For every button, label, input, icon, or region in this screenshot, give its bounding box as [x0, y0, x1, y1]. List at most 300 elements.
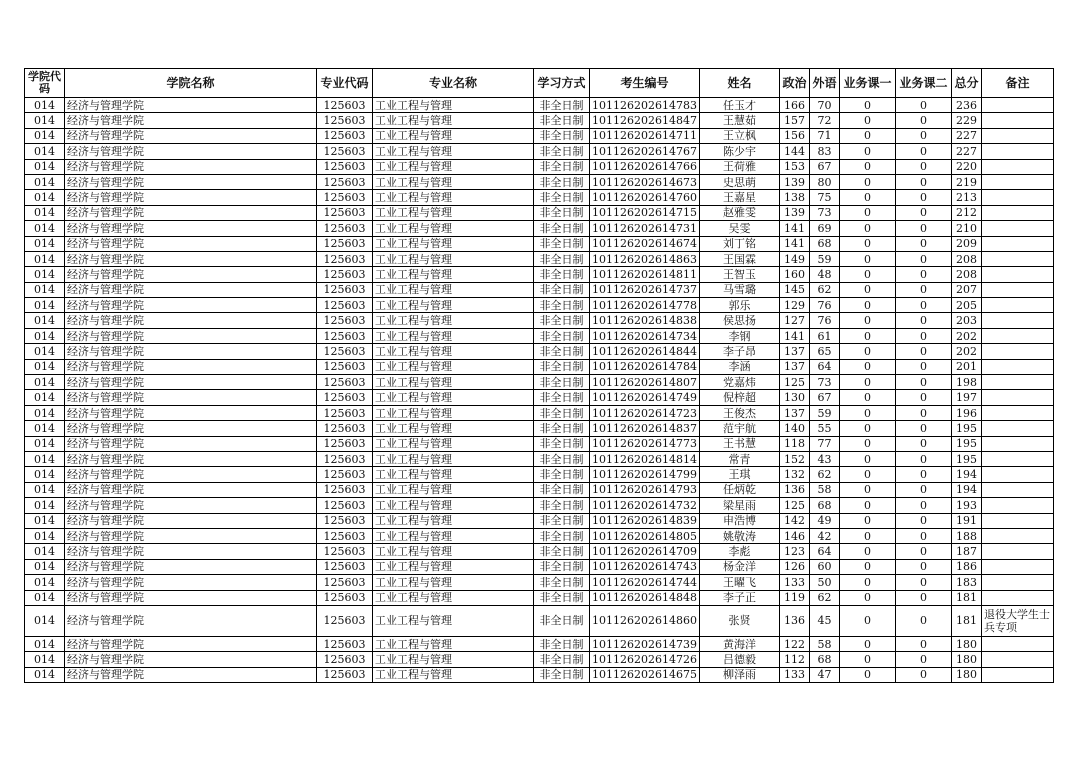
cell-major-name: 工业工程与管理	[373, 390, 534, 405]
cell-subject-two: 0	[895, 513, 951, 528]
cell-study-mode: 非全日制	[534, 359, 590, 374]
cell-college-name: 经济与管理学院	[65, 652, 317, 667]
cell-subject-two: 0	[895, 174, 951, 189]
cell-subject-two: 0	[895, 236, 951, 251]
cell-college-name: 经济与管理学院	[65, 605, 317, 636]
col-header-foreign-language: 外语	[809, 69, 839, 98]
cell-major-name: 工业工程与管理	[373, 421, 534, 436]
cell-total: 180	[951, 667, 981, 682]
cell-remarks	[981, 359, 1053, 374]
cell-major-code: 125603	[317, 605, 373, 636]
cell-candidate-id: 101126202614744	[590, 575, 700, 590]
cell-college-code: 014	[25, 590, 65, 605]
cell-politics: 127	[779, 313, 809, 328]
cell-college-code: 014	[25, 98, 65, 113]
cell-remarks	[981, 113, 1053, 128]
table-row	[25, 528, 1054, 543]
cell-college-code: 014	[25, 344, 65, 359]
cell-subject-two: 0	[895, 528, 951, 543]
cell-politics: 142	[779, 513, 809, 528]
cell-college-code: 014	[25, 190, 65, 205]
table-row	[25, 144, 1054, 159]
cell-candidate-id: 101126202614811	[590, 267, 700, 282]
cell-subject-one: 0	[839, 390, 895, 405]
cell-total: 180	[951, 652, 981, 667]
cell-total: 219	[951, 174, 981, 189]
cell-candidate-id: 101126202614807	[590, 375, 700, 390]
cell-total: 201	[951, 359, 981, 374]
cell-remarks	[981, 174, 1053, 189]
cell-politics: 136	[779, 605, 809, 636]
cell-name: 梁星雨	[699, 498, 779, 513]
cell-college-name: 经济与管理学院	[65, 467, 317, 482]
cell-politics: 122	[779, 636, 809, 651]
cell-remarks	[981, 482, 1053, 497]
cell-remarks	[981, 144, 1053, 159]
cell-foreign-language: 68	[809, 498, 839, 513]
cell-college-code: 014	[25, 667, 65, 682]
cell-subject-one: 0	[839, 251, 895, 266]
cell-foreign-language: 45	[809, 605, 839, 636]
cell-subject-two: 0	[895, 605, 951, 636]
table-row	[25, 513, 1054, 528]
cell-subject-two: 0	[895, 652, 951, 667]
cell-politics: 137	[779, 405, 809, 420]
cell-candidate-id: 101126202614709	[590, 544, 700, 559]
cell-college-code: 014	[25, 128, 65, 143]
cell-college-code: 014	[25, 144, 65, 159]
cell-foreign-language: 62	[809, 590, 839, 605]
cell-study-mode: 非全日制	[534, 236, 590, 251]
cell-total: 198	[951, 375, 981, 390]
cell-candidate-id: 101126202614767	[590, 144, 700, 159]
cell-college-name: 经济与管理学院	[65, 313, 317, 328]
cell-name: 倪梓超	[699, 390, 779, 405]
table-row	[25, 221, 1054, 236]
cell-subject-one: 0	[839, 221, 895, 236]
cell-major-code: 125603	[317, 451, 373, 466]
col-header-candidate-id: 考生编号	[590, 69, 700, 98]
cell-study-mode: 非全日制	[534, 267, 590, 282]
cell-name: 李钢	[699, 328, 779, 343]
cell-college-code: 014	[25, 451, 65, 466]
cell-candidate-id: 101126202614773	[590, 436, 700, 451]
cell-college-name: 经济与管理学院	[65, 375, 317, 390]
cell-college-name: 经济与管理学院	[65, 559, 317, 574]
table-row	[25, 282, 1054, 297]
cell-subject-two: 0	[895, 575, 951, 590]
cell-subject-one: 0	[839, 590, 895, 605]
cell-major-code: 125603	[317, 498, 373, 513]
cell-remarks	[981, 282, 1053, 297]
cell-subject-two: 0	[895, 113, 951, 128]
cell-subject-two: 0	[895, 405, 951, 420]
cell-politics: 145	[779, 282, 809, 297]
table-row	[25, 375, 1054, 390]
admission-score-table	[24, 68, 1054, 683]
cell-college-name: 经济与管理学院	[65, 544, 317, 559]
cell-foreign-language: 59	[809, 405, 839, 420]
cell-major-name: 工业工程与管理	[373, 205, 534, 220]
cell-total: 227	[951, 128, 981, 143]
cell-college-name: 经济与管理学院	[65, 190, 317, 205]
cell-college-name: 经济与管理学院	[65, 451, 317, 466]
cell-subject-two: 0	[895, 390, 951, 405]
cell-remarks	[981, 344, 1053, 359]
col-header-study-mode: 学习方式	[534, 69, 590, 98]
cell-study-mode: 非全日制	[534, 421, 590, 436]
cell-total: 193	[951, 498, 981, 513]
cell-major-code: 125603	[317, 467, 373, 482]
cell-total: 180	[951, 636, 981, 651]
table-row	[25, 344, 1054, 359]
cell-major-code: 125603	[317, 98, 373, 113]
cell-candidate-id: 101126202614837	[590, 421, 700, 436]
cell-foreign-language: 68	[809, 236, 839, 251]
cell-name: 郭乐	[699, 298, 779, 313]
cell-study-mode: 非全日制	[534, 451, 590, 466]
cell-major-code: 125603	[317, 482, 373, 497]
cell-study-mode: 非全日制	[534, 282, 590, 297]
cell-politics: 123	[779, 544, 809, 559]
cell-major-name: 工业工程与管理	[373, 159, 534, 174]
cell-major-name: 工业工程与管理	[373, 298, 534, 313]
cell-name: 任炳乾	[699, 482, 779, 497]
cell-major-code: 125603	[317, 390, 373, 405]
table-row	[25, 251, 1054, 266]
cell-politics: 160	[779, 267, 809, 282]
cell-major-name: 工业工程与管理	[373, 221, 534, 236]
cell-subject-two: 0	[895, 436, 951, 451]
cell-name: 王立枫	[699, 128, 779, 143]
cell-college-name: 经济与管理学院	[65, 436, 317, 451]
cell-subject-one: 0	[839, 575, 895, 590]
col-header-politics: 政治	[779, 69, 809, 98]
cell-major-code: 125603	[317, 575, 373, 590]
cell-politics: 133	[779, 667, 809, 682]
cell-subject-two: 0	[895, 667, 951, 682]
cell-major-code: 125603	[317, 205, 373, 220]
cell-college-name: 经济与管理学院	[65, 390, 317, 405]
cell-college-code: 014	[25, 405, 65, 420]
cell-major-code: 125603	[317, 267, 373, 282]
cell-remarks	[981, 313, 1053, 328]
table-row	[25, 159, 1054, 174]
cell-remarks	[981, 159, 1053, 174]
cell-candidate-id: 101126202614863	[590, 251, 700, 266]
cell-major-name: 工业工程与管理	[373, 98, 534, 113]
cell-subject-two: 0	[895, 421, 951, 436]
cell-college-code: 014	[25, 282, 65, 297]
cell-foreign-language: 48	[809, 267, 839, 282]
cell-candidate-id: 101126202614760	[590, 190, 700, 205]
cell-college-name: 经济与管理学院	[65, 513, 317, 528]
cell-candidate-id: 101126202614726	[590, 652, 700, 667]
cell-study-mode: 非全日制	[534, 575, 590, 590]
cell-remarks	[981, 498, 1053, 513]
cell-subject-one: 0	[839, 451, 895, 466]
cell-college-name: 经济与管理学院	[65, 98, 317, 113]
cell-subject-two: 0	[895, 159, 951, 174]
cell-politics: 118	[779, 436, 809, 451]
cell-foreign-language: 67	[809, 159, 839, 174]
table-row	[25, 498, 1054, 513]
cell-remarks	[981, 205, 1053, 220]
cell-foreign-language: 71	[809, 128, 839, 143]
cell-subject-one: 0	[839, 528, 895, 543]
cell-total: 186	[951, 559, 981, 574]
cell-politics: 140	[779, 421, 809, 436]
cell-remarks	[981, 236, 1053, 251]
cell-study-mode: 非全日制	[534, 390, 590, 405]
table-row	[25, 98, 1054, 113]
cell-candidate-id: 101126202614847	[590, 113, 700, 128]
cell-college-name: 经济与管理学院	[65, 159, 317, 174]
cell-name: 史思萌	[699, 174, 779, 189]
cell-major-name: 工业工程与管理	[373, 328, 534, 343]
cell-politics: 149	[779, 251, 809, 266]
table-row	[25, 328, 1054, 343]
cell-subject-one: 0	[839, 498, 895, 513]
cell-major-code: 125603	[317, 144, 373, 159]
cell-remarks	[981, 528, 1053, 543]
cell-college-name: 经济与管理学院	[65, 498, 317, 513]
cell-foreign-language: 64	[809, 544, 839, 559]
cell-major-code: 125603	[317, 528, 373, 543]
cell-subject-one: 0	[839, 467, 895, 482]
cell-politics: 119	[779, 590, 809, 605]
cell-name: 王荷雅	[699, 159, 779, 174]
cell-college-name: 经济与管理学院	[65, 144, 317, 159]
cell-total: 208	[951, 267, 981, 282]
cell-study-mode: 非全日制	[534, 113, 590, 128]
header-row	[25, 69, 1054, 98]
cell-major-name: 工业工程与管理	[373, 144, 534, 159]
cell-foreign-language: 59	[809, 251, 839, 266]
cell-college-code: 014	[25, 544, 65, 559]
cell-major-name: 工业工程与管理	[373, 251, 534, 266]
cell-candidate-id: 101126202614784	[590, 359, 700, 374]
cell-study-mode: 非全日制	[534, 544, 590, 559]
cell-major-code: 125603	[317, 221, 373, 236]
cell-foreign-language: 77	[809, 436, 839, 451]
cell-college-name: 经济与管理学院	[65, 267, 317, 282]
cell-major-code: 125603	[317, 667, 373, 682]
cell-candidate-id: 101126202614799	[590, 467, 700, 482]
cell-subject-one: 0	[839, 98, 895, 113]
cell-politics: 166	[779, 98, 809, 113]
cell-politics: 112	[779, 652, 809, 667]
cell-politics: 136	[779, 482, 809, 497]
cell-subject-one: 0	[839, 282, 895, 297]
cell-major-code: 125603	[317, 652, 373, 667]
cell-remarks	[981, 128, 1053, 143]
cell-major-name: 工业工程与管理	[373, 375, 534, 390]
cell-candidate-id: 101126202614675	[590, 667, 700, 682]
cell-subject-one: 0	[839, 328, 895, 343]
cell-major-code: 125603	[317, 559, 373, 574]
cell-subject-one: 0	[839, 313, 895, 328]
cell-politics: 157	[779, 113, 809, 128]
cell-subject-two: 0	[895, 98, 951, 113]
cell-subject-one: 0	[839, 174, 895, 189]
cell-college-name: 经济与管理学院	[65, 344, 317, 359]
cell-foreign-language: 76	[809, 313, 839, 328]
cell-subject-one: 0	[839, 298, 895, 313]
table-row	[25, 359, 1054, 374]
cell-major-code: 125603	[317, 436, 373, 451]
cell-candidate-id: 101126202614814	[590, 451, 700, 466]
cell-major-code: 125603	[317, 236, 373, 251]
cell-college-name: 经济与管理学院	[65, 405, 317, 420]
col-header-subject-two: 业务课二	[895, 69, 951, 98]
cell-major-code: 125603	[317, 282, 373, 297]
col-header-remarks: 备注	[981, 69, 1053, 98]
cell-total: 196	[951, 405, 981, 420]
cell-subject-two: 0	[895, 375, 951, 390]
cell-major-code: 125603	[317, 190, 373, 205]
cell-candidate-id: 101126202614737	[590, 282, 700, 297]
cell-major-name: 工业工程与管理	[373, 128, 534, 143]
cell-name: 李涵	[699, 359, 779, 374]
table-row	[25, 390, 1054, 405]
col-header-total: 总分	[951, 69, 981, 98]
cell-name: 王智玉	[699, 267, 779, 282]
cell-college-name: 经济与管理学院	[65, 282, 317, 297]
cell-major-name: 工业工程与管理	[373, 636, 534, 651]
cell-major-name: 工业工程与管理	[373, 559, 534, 574]
cell-total: 210	[951, 221, 981, 236]
cell-subject-one: 0	[839, 482, 895, 497]
cell-candidate-id: 101126202614844	[590, 344, 700, 359]
cell-study-mode: 非全日制	[534, 298, 590, 313]
cell-subject-one: 0	[839, 559, 895, 574]
cell-major-name: 工业工程与管理	[373, 359, 534, 374]
cell-major-code: 125603	[317, 251, 373, 266]
cell-politics: 139	[779, 174, 809, 189]
cell-remarks	[981, 451, 1053, 466]
cell-politics: 125	[779, 498, 809, 513]
cell-subject-one: 0	[839, 667, 895, 682]
cell-remarks	[981, 513, 1053, 528]
cell-total: 195	[951, 436, 981, 451]
cell-study-mode: 非全日制	[534, 467, 590, 482]
table-row	[25, 128, 1054, 143]
cell-college-name: 经济与管理学院	[65, 482, 317, 497]
cell-subject-two: 0	[895, 590, 951, 605]
cell-foreign-language: 62	[809, 282, 839, 297]
cell-major-name: 工业工程与管理	[373, 482, 534, 497]
cell-politics: 137	[779, 344, 809, 359]
cell-politics: 144	[779, 144, 809, 159]
cell-remarks	[981, 667, 1053, 682]
cell-name: 侯思扬	[699, 313, 779, 328]
cell-remarks	[981, 467, 1053, 482]
cell-study-mode: 非全日制	[534, 128, 590, 143]
cell-study-mode: 非全日制	[534, 636, 590, 651]
cell-college-code: 014	[25, 375, 65, 390]
cell-candidate-id: 101126202614783	[590, 98, 700, 113]
cell-total: 205	[951, 298, 981, 313]
cell-college-code: 014	[25, 636, 65, 651]
cell-subject-one: 0	[839, 436, 895, 451]
cell-candidate-id: 101126202614848	[590, 590, 700, 605]
cell-remarks	[981, 98, 1053, 113]
cell-foreign-language: 49	[809, 513, 839, 528]
cell-name: 党嘉炜	[699, 375, 779, 390]
cell-name: 王俊杰	[699, 405, 779, 420]
col-header-major-code: 专业代码	[317, 69, 373, 98]
cell-candidate-id: 101126202614839	[590, 513, 700, 528]
cell-remarks	[981, 390, 1053, 405]
cell-total: 220	[951, 159, 981, 174]
cell-college-code: 014	[25, 559, 65, 574]
cell-total: 213	[951, 190, 981, 205]
cell-name: 王嘉星	[699, 190, 779, 205]
cell-college-code: 014	[25, 205, 65, 220]
cell-major-code: 125603	[317, 421, 373, 436]
cell-candidate-id: 101126202614731	[590, 221, 700, 236]
cell-major-code: 125603	[317, 544, 373, 559]
cell-foreign-language: 80	[809, 174, 839, 189]
cell-name: 任玉才	[699, 98, 779, 113]
cell-major-name: 工业工程与管理	[373, 344, 534, 359]
table-row	[25, 174, 1054, 189]
cell-remarks	[981, 590, 1053, 605]
cell-major-code: 125603	[317, 590, 373, 605]
cell-politics: 138	[779, 190, 809, 205]
cell-college-name: 经济与管理学院	[65, 205, 317, 220]
table-row	[25, 267, 1054, 282]
cell-subject-one: 0	[839, 190, 895, 205]
cell-study-mode: 非全日制	[534, 251, 590, 266]
cell-college-name: 经济与管理学院	[65, 421, 317, 436]
cell-college-code: 014	[25, 236, 65, 251]
cell-foreign-language: 70	[809, 98, 839, 113]
cell-major-code: 125603	[317, 344, 373, 359]
cell-subject-two: 0	[895, 498, 951, 513]
table-row	[25, 436, 1054, 451]
cell-remarks	[981, 575, 1053, 590]
cell-subject-one: 0	[839, 405, 895, 420]
cell-remarks	[981, 298, 1053, 313]
cell-study-mode: 非全日制	[534, 605, 590, 636]
cell-major-name: 工业工程与管理	[373, 544, 534, 559]
cell-major-name: 工业工程与管理	[373, 575, 534, 590]
cell-major-name: 工业工程与管理	[373, 174, 534, 189]
col-header-subject-one: 业务课一	[839, 69, 895, 98]
table-row	[25, 298, 1054, 313]
cell-total: 229	[951, 113, 981, 128]
cell-name: 王书慧	[699, 436, 779, 451]
cell-subject-one: 0	[839, 544, 895, 559]
table-row	[25, 113, 1054, 128]
cell-major-code: 125603	[317, 513, 373, 528]
cell-total: 208	[951, 251, 981, 266]
cell-college-name: 经济与管理学院	[65, 174, 317, 189]
cell-foreign-language: 83	[809, 144, 839, 159]
cell-subject-two: 0	[895, 128, 951, 143]
cell-remarks	[981, 375, 1053, 390]
cell-study-mode: 非全日制	[534, 221, 590, 236]
cell-college-name: 经济与管理学院	[65, 113, 317, 128]
cell-subject-two: 0	[895, 482, 951, 497]
cell-college-code: 014	[25, 328, 65, 343]
cell-total: 195	[951, 421, 981, 436]
cell-subject-two: 0	[895, 282, 951, 297]
cell-college-name: 经济与管理学院	[65, 328, 317, 343]
cell-major-code: 125603	[317, 375, 373, 390]
